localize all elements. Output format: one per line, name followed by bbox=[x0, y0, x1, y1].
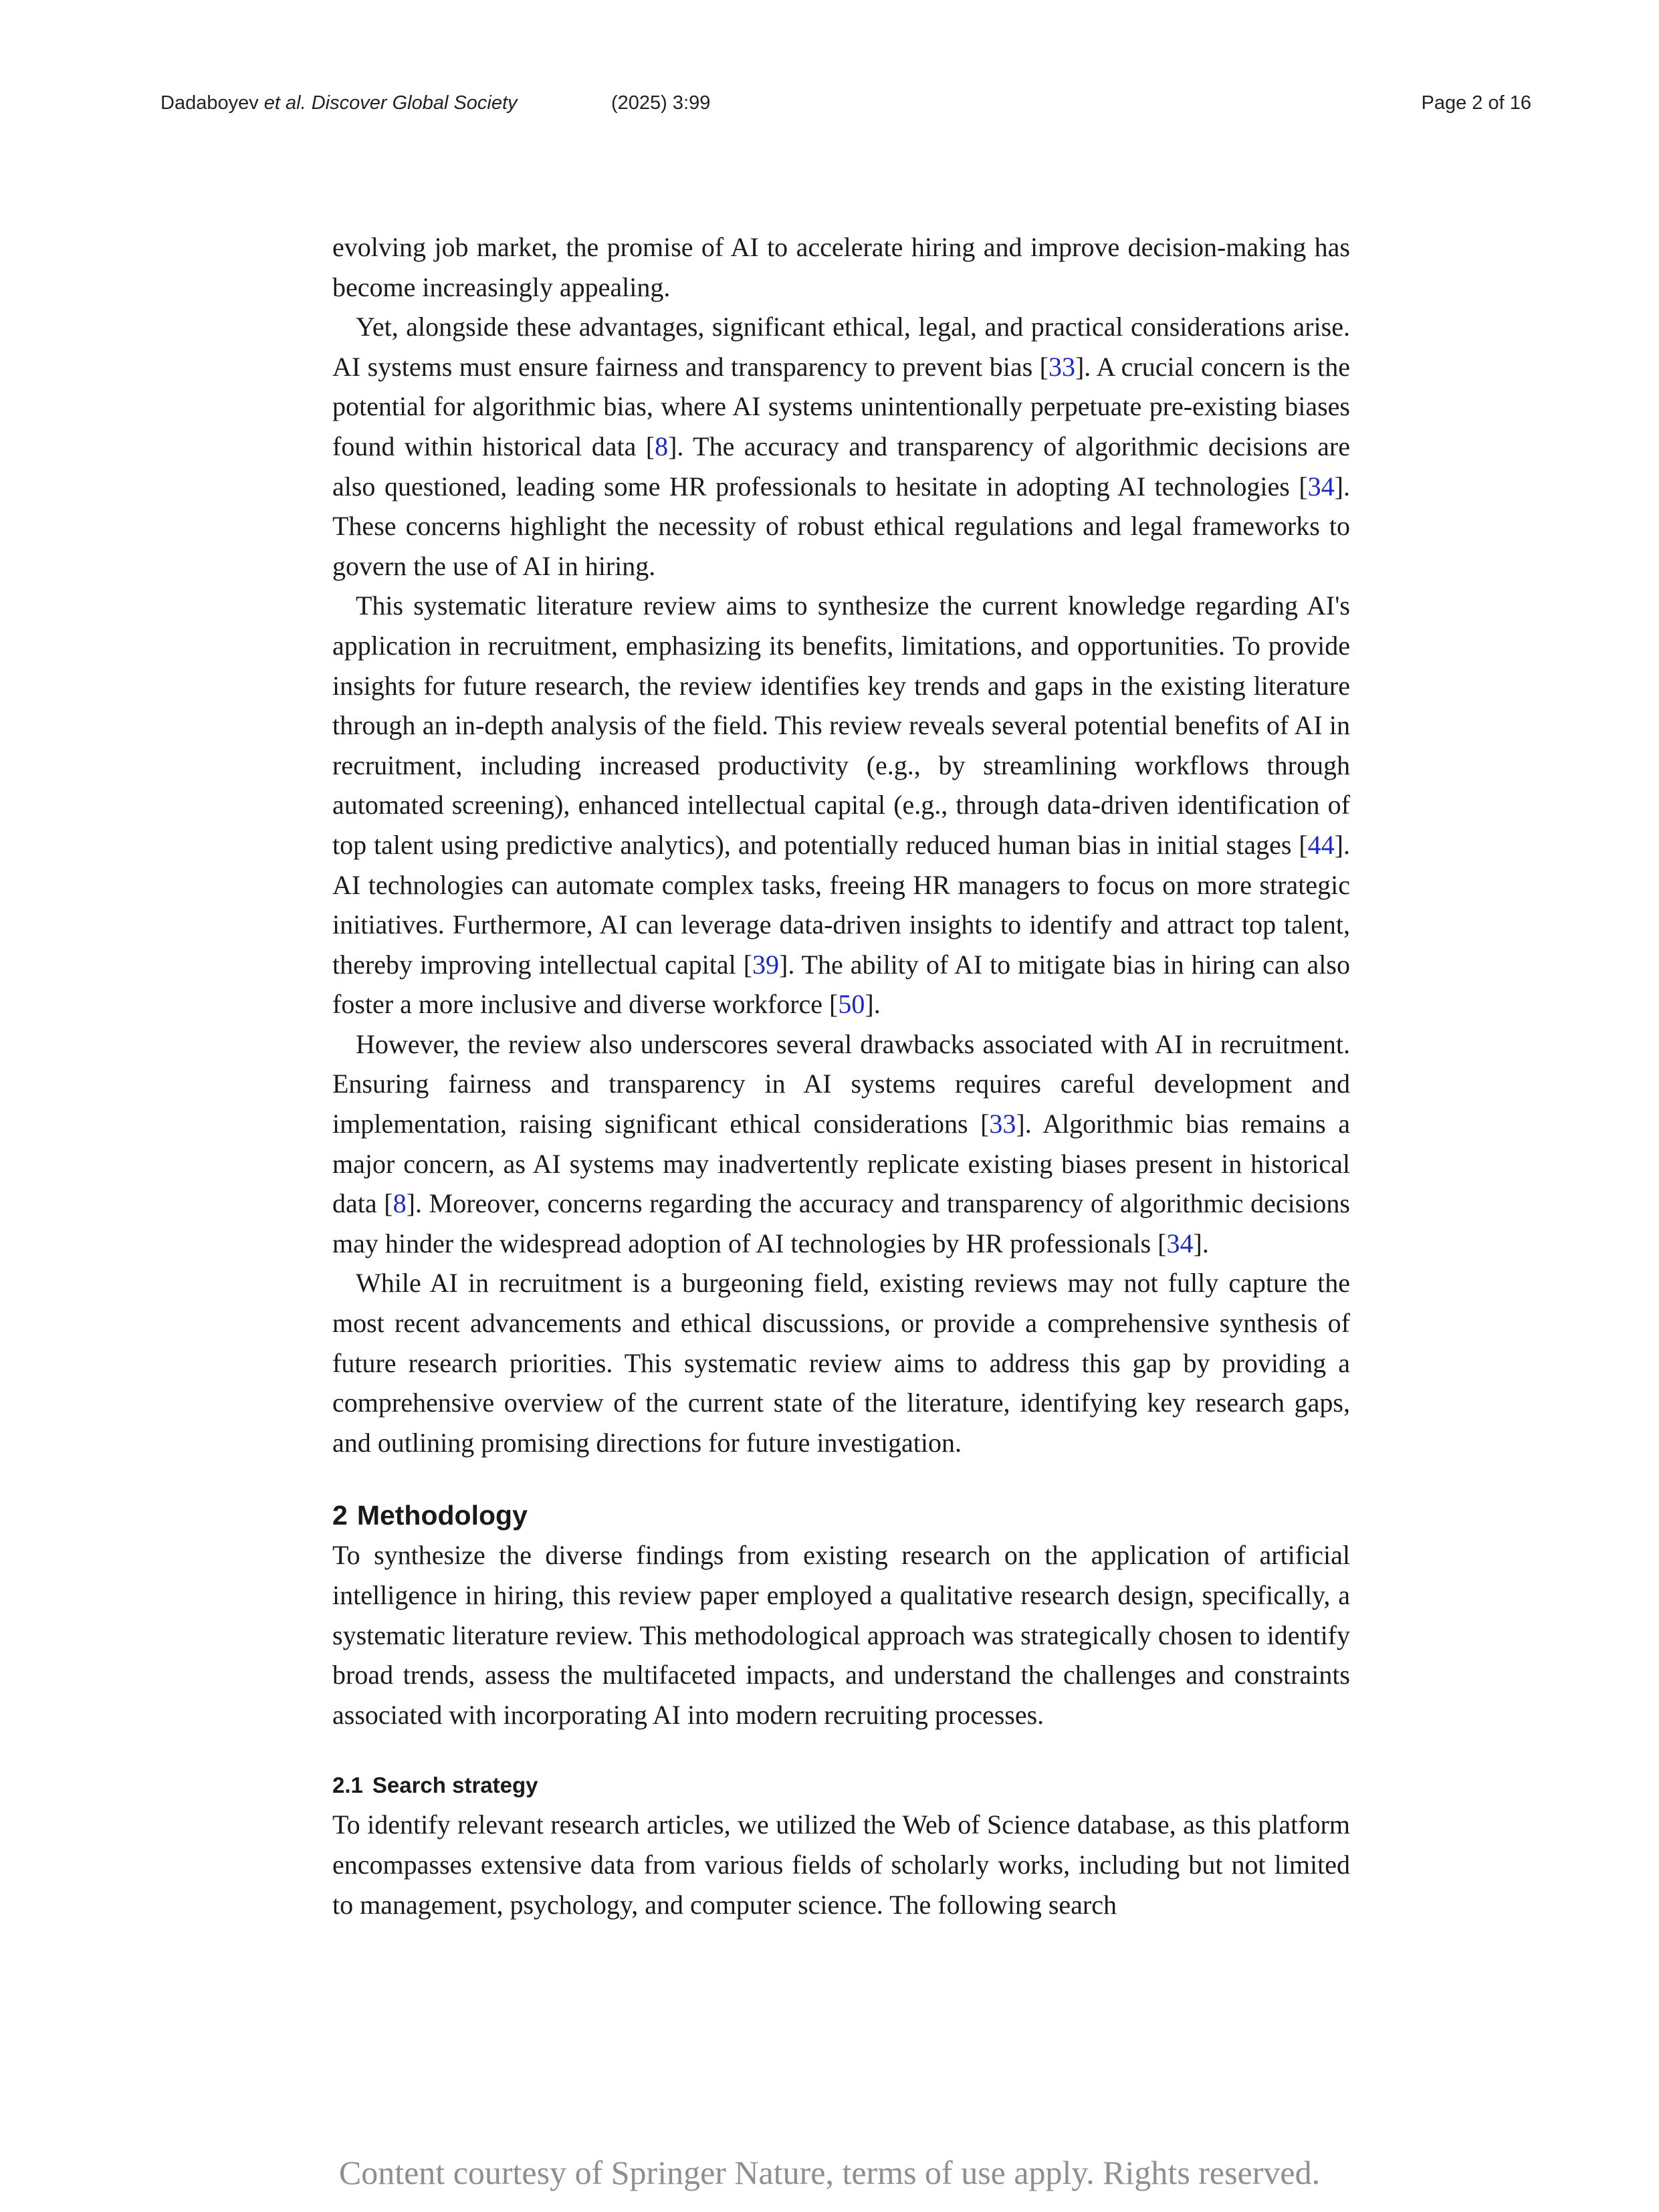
text-run: However, the review also underscores several drawbacks associated with AI in recruitment. Ensuring fairness and transparency in AI systems requires careful development and implementation, raising significant ethical considerations [ bbox=[332, 1028, 1350, 1139]
text-run: Yet, alongside these advantages, significant ethical, legal, and practical considerations arise. AI systems must ensure fairness and transparency to prevent bias [ bbox=[332, 312, 1350, 382]
text-run: ]. The ability of AI to mitigate bias in hiring can also foster a more inclusive and diverse workforce [ bbox=[332, 949, 1350, 1020]
citation-link[interactable]: 34 bbox=[1166, 1228, 1194, 1258]
methodology-paragraph: To synthesize the diverse findings from existing research on the application of artificial intelligence in hiring, this review paper employed a qualitative research design, specifically, a systematic literature review. This methodological approach was strategically chosen to identify broad trends, assess the multifaceted impacts, and understand the challenges and constraints associated with incorporating AI into modern recruiting processes. bbox=[332, 1540, 1350, 1730]
citation-link[interactable]: 33 bbox=[1048, 351, 1075, 382]
search-strategy-paragraph: To identify relevant research articles, we utilized the Web of Science database, as this platform encompasses extensive data from various fields of scholarly works, including but not limited to management, psychology, and computer science. The following search bbox=[332, 1809, 1350, 1920]
paragraph-5: While AI in recruitment is a burgeoning field, existing reviews may not fully capture the most recent advancements and ethical discussions, or provide a comprehensive synthesis of future research priorities. This systematic review aims to address this gap by providing a comprehensive overview of the current state of the literature, identifying key research gaps, and outlining promising directions for future investigation. bbox=[332, 1268, 1350, 1458]
subsection-heading-search-strategy bbox=[332, 1769, 1350, 1801]
text-run: ]. These concerns highlight the necessity of robust ethical regulations and legal frameworks to govern the use of AI in hiring. bbox=[332, 471, 1350, 581]
subsection-number: 2.1 bbox=[332, 1773, 363, 1798]
et-al: et al. bbox=[263, 92, 306, 114]
citation-link[interactable]: 34 bbox=[1307, 471, 1335, 502]
copyright-notice: Content courtesy of Springer Nature, terms of use apply. Rights reserved. bbox=[338, 2154, 1321, 2191]
paragraph-3 bbox=[332, 586, 1350, 1024]
section-title: Methodology bbox=[356, 1500, 528, 1531]
text-run: ]. Moreover, concerns regarding the accuracy and transparency of algorithmic decisions may hinder the widespread adoption of AI technologies by HR professionals [ bbox=[332, 1188, 1350, 1258]
text-run: ]. bbox=[865, 989, 881, 1020]
text-run: ]. AI technologies can automate complex tasks, freeing HR managers to focus on more strategic initiatives. Furthermore, AI can leverage data-driven insights to identify and attract top talent, thereby improving intellectual capital [ bbox=[332, 829, 1350, 980]
citation-link[interactable]: 8 bbox=[655, 431, 669, 461]
page-number: Page 2 of 16 bbox=[1421, 92, 1531, 114]
text-run: This systematic literature review aims to synthesize the current knowledge regarding AI's application in recruitment, emphasizing its benefits, limitations, and opportunities. To provide insights for future research, the review identifies key trends and gaps in the existing literature through an in-depth analysis of the field. This review reveals several potential benefits of AI in recruitment, including increased productivity (e.g., by streamlining workflows through automated screening), enhanced intellectual capital (e.g., through data-driven identification of top talent using predictive analytics), and potentially reduced human bias in initial stages [ bbox=[332, 590, 1350, 860]
journal-citation bbox=[160, 92, 518, 114]
citation-link[interactable]: 50 bbox=[838, 989, 865, 1020]
text-run: ]. The accuracy and transparency of algorithmic decisions are also questioned, leading some HR professionals to hesitate in adopting AI technologies [ bbox=[332, 431, 1351, 502]
text-run: ]. bbox=[1193, 1228, 1209, 1258]
citation-link[interactable]: 8 bbox=[393, 1188, 407, 1219]
citation-link[interactable]: 39 bbox=[752, 949, 780, 980]
citation-link[interactable]: 44 bbox=[1307, 829, 1335, 860]
citation-link[interactable]: 33 bbox=[989, 1109, 1016, 1139]
running-head bbox=[160, 92, 1531, 126]
paragraph-2 bbox=[332, 307, 1350, 586]
section-number: 2 bbox=[332, 1500, 348, 1531]
volume-citation: (2025) 3:99 bbox=[611, 92, 711, 114]
main-text-column bbox=[332, 227, 1350, 1924]
paragraph-4 bbox=[332, 1024, 1350, 1264]
authors: Dadaboyev bbox=[160, 92, 259, 114]
text-run: ]. Algorithmic bias remains a major concern, as AI systems may inadvertently replicate existing biases present in historical data [ bbox=[332, 1109, 1351, 1219]
text-run: ]. A crucial concern is the potential for algorithmic bias, where AI systems unintentionally perpetuate pre-existing biases found within historical data [ bbox=[332, 351, 1350, 461]
journal-name: Discover Global Society bbox=[311, 92, 518, 114]
paragraph-1: evolving job market, the promise of AI to accelerate hiring and improve decision-making has become increasingly appealing. bbox=[332, 232, 1350, 302]
section-heading-methodology bbox=[332, 1497, 1350, 1533]
subsection-title: Search strategy bbox=[372, 1773, 538, 1798]
